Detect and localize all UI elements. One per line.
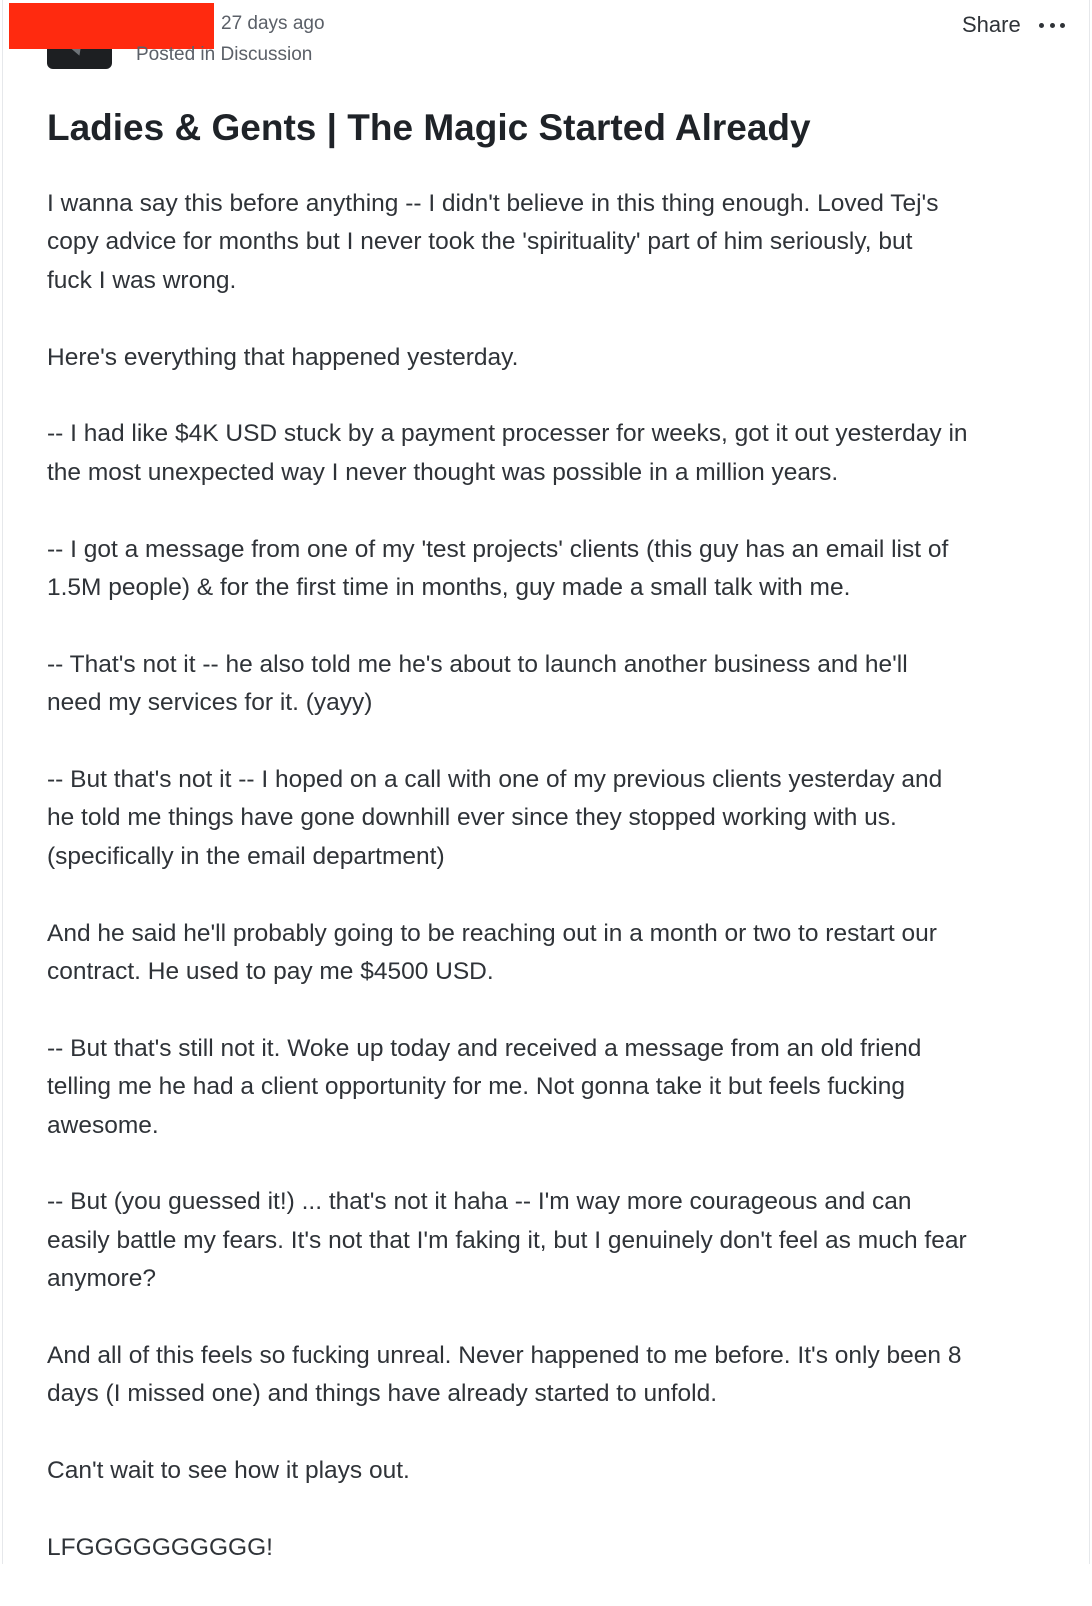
body-line: -- But that's not it -- I hoped on a call with one of my previous clients yesterday and bbox=[47, 766, 943, 794]
body-paragraph bbox=[47, 531, 1057, 608]
post-card bbox=[2, 0, 1090, 1564]
body-paragraph bbox=[47, 1452, 1057, 1490]
body-paragraph bbox=[47, 646, 1057, 723]
body-line: copy advice for months but I never took the 'spirituality' part of him seriously, but bbox=[47, 228, 913, 256]
more-options-icon[interactable] bbox=[1039, 15, 1065, 35]
body-paragraph bbox=[47, 1030, 1057, 1145]
body-paragraph bbox=[47, 185, 1057, 300]
body-paragraph bbox=[47, 339, 1057, 377]
dot-icon bbox=[1039, 23, 1044, 28]
body-paragraph bbox=[47, 1337, 1057, 1414]
body-line: Can't wait to see how it plays out. bbox=[47, 1457, 410, 1485]
dot-icon bbox=[1050, 23, 1055, 28]
share-button[interactable]: Share bbox=[962, 12, 1021, 37]
body-line: -- That's not it -- he also told me he's about to launch another business and he'll bbox=[47, 650, 908, 678]
body-line: telling me he had a client opportunity for me. Not gonna take it but feels fucking bbox=[47, 1073, 906, 1101]
body-paragraph bbox=[47, 1529, 1057, 1567]
body-line: easily battle my fears. It's not that I'm faking it, but I genuinely don't feel as much fear bbox=[47, 1226, 967, 1254]
body-line: the most unexpected way I never thought was possible in a million years. bbox=[47, 458, 839, 486]
body-line: contract. He used to pay me $4500 USD. bbox=[47, 958, 494, 986]
body-line: -- But (you guessed it!) ... that's not it haha -- I'm way more courageous and can bbox=[47, 1188, 912, 1216]
body-line: And he said he'll probably going to be reaching out in a month or two to restart our bbox=[47, 919, 937, 947]
post-timestamp: 27 days ago bbox=[221, 13, 325, 34]
body-line: Here's everything that happened yesterday. bbox=[47, 343, 519, 371]
dot-icon bbox=[1060, 23, 1065, 28]
body-line: days (I missed one) and things have already started to unfold. bbox=[47, 1380, 718, 1408]
body-line: anymore? bbox=[47, 1265, 156, 1293]
body-line: awesome. bbox=[47, 1111, 159, 1139]
body-line: -- But that's still not it. Woke up today and received a message from an old friend bbox=[47, 1034, 922, 1062]
body-line: fuck I was wrong. bbox=[47, 266, 237, 294]
post-title: Ladies & Gents | The Magic Started Already bbox=[47, 107, 811, 148]
body-line: 1.5M people) & for the first time in months, guy made a small talk with me. bbox=[47, 574, 851, 602]
body-paragraph bbox=[47, 761, 1057, 876]
post-body bbox=[47, 185, 1057, 1606]
body-line: LFGGGGGGGGGG! bbox=[47, 1534, 273, 1562]
body-paragraph bbox=[47, 415, 1057, 492]
body-line: need my services for it. (yayy) bbox=[47, 689, 373, 717]
body-line: And all of this feels so fucking unreal. Never happened to me before. It's only been 8 bbox=[47, 1342, 962, 1370]
body-line: he told me things have gone downhill ever since they stopped working with us. bbox=[47, 804, 897, 832]
body-paragraph bbox=[47, 915, 1057, 992]
body-line: -- I got a message from one of my 'test projects' clients (this guy has an email list of bbox=[47, 535, 949, 563]
body-line: I wanna say this before anything -- I didn't believe in this thing enough. Loved Tej's bbox=[47, 190, 939, 217]
post-category[interactable]: Posted in Discussion bbox=[136, 44, 313, 65]
body-line: -- I had like $4K USD stuck by a payment processer for weeks, got it out yesterday in bbox=[47, 420, 968, 448]
body-paragraph bbox=[47, 1183, 1057, 1298]
body-line: (specifically in the email department) bbox=[47, 842, 445, 870]
